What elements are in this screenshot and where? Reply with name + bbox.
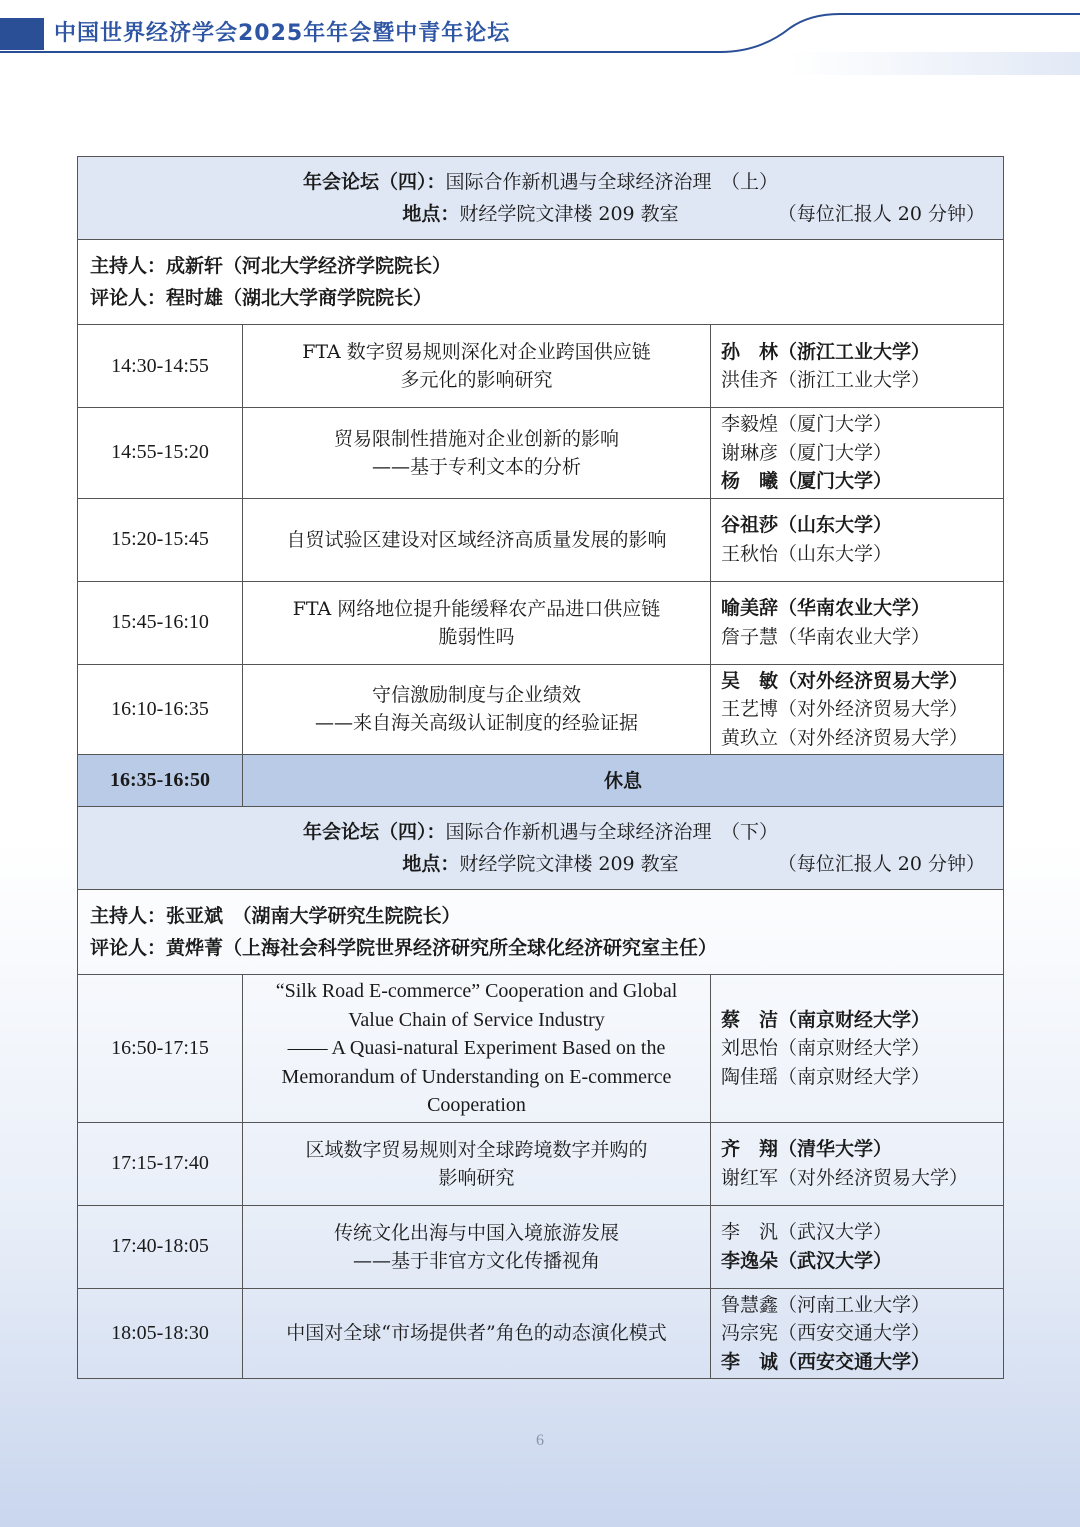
time-slot: 17:40-18:05 (78, 1205, 243, 1288)
time-slot: 17:15-17:40 (78, 1122, 243, 1205)
paper-title-line: Cooperation (427, 1094, 526, 1116)
session2-discussant: 评论人：黄烨菁（上海社会科学院世界经济研究所全球化经济研究室主任） (90, 937, 718, 959)
time-slot: 14:30-14:55 (78, 325, 243, 408)
paper-title-line: ——来自海关高级认证制度的经验证据 (314, 712, 638, 735)
session1-venue-line (90, 198, 991, 230)
paper-title-line: Value Chain of Service Industry (348, 1008, 605, 1031)
time-slot: 18:05-18:30 (78, 1288, 243, 1379)
table-row (78, 1288, 1004, 1379)
co-author: 鲁慧鑫（河南工业大学） (721, 1293, 931, 1316)
paper-title-line: 守信激励制度与企业绩效 (371, 684, 581, 707)
co-author: 王艺博（对外经济贸易大学） (721, 698, 969, 720)
authors (711, 975, 1004, 1123)
break-label: 休息 (243, 755, 1004, 807)
session2-host-row (78, 890, 1004, 975)
session1-venue: 财经学院文津楼 209 教室 (459, 203, 679, 225)
presenting-author: 谷祖莎（山东大学） (721, 514, 893, 536)
time-slot: 16:10-16:35 (78, 664, 243, 755)
session2-host: 主持人：张亚斌 （湖南大学研究生院院长） (90, 905, 461, 927)
schedule-table (77, 156, 1004, 1379)
table-row (78, 581, 1004, 664)
page-number: 6 (536, 1432, 544, 1449)
presenting-author: 蔡 洁（南京财经大学） (721, 1008, 931, 1031)
session2-venue: 财经学院文津楼 209 教室 (459, 853, 679, 875)
session2-host-cell (78, 890, 1004, 975)
co-author: 詹子慧（华南农业大学） (721, 625, 931, 648)
presenting-author: 喻美辞（华南农业大学） (721, 597, 931, 619)
session2-title-line (90, 816, 991, 848)
time-slot: 15:45-16:10 (78, 581, 243, 664)
banner-accent-bar (0, 18, 44, 50)
paper-title (243, 1205, 711, 1288)
co-author: 陶佳瑶（南京财经大学） (721, 1065, 931, 1088)
paper-title-line: 中国对全球“市场提供者”角色的动态演化模式 (286, 1322, 667, 1345)
table-row (78, 408, 1004, 499)
table-row (78, 975, 1004, 1123)
authors (711, 408, 1004, 499)
session1-discussant: 评论人：程时雄（湖北大学商学院院长） (90, 287, 433, 309)
authors (711, 581, 1004, 664)
session1-header (78, 157, 1004, 240)
co-author: 洪佳齐（浙江工业大学） (721, 369, 931, 391)
session2-venue-label: 地点： (402, 853, 460, 875)
session1-host: 主持人：成新轩（河北大学经济学院院长） (90, 255, 452, 277)
paper-title (243, 975, 711, 1123)
presenting-author: 李 诚（西安交通大学） (721, 1350, 931, 1373)
table-row (78, 1205, 1004, 1288)
authors (711, 1288, 1004, 1379)
paper-title-line: ——基于非官方文化传播视角 (352, 1249, 600, 1272)
paper-title (243, 1288, 711, 1379)
paper-title (243, 498, 711, 581)
session1-venue-label: 地点： (402, 203, 460, 225)
presenting-author: 李逸朵（武汉大学） (721, 1249, 893, 1272)
co-author: 谢红军（对外经济贸易大学） (721, 1166, 969, 1189)
table-row (78, 1122, 1004, 1205)
time-slot: 14:55-15:20 (78, 408, 243, 499)
co-author: 李毅煌（厦门大学） (721, 413, 893, 435)
session1-header-row (78, 157, 1004, 240)
session1-duration-note: （每位汇报人 20 分钟） (777, 203, 986, 225)
authors (711, 1205, 1004, 1288)
authors (711, 498, 1004, 581)
co-author: 谢琳彦（厦门大学） (721, 441, 893, 464)
session2-duration-note: （每位汇报人 20 分钟） (777, 853, 986, 875)
paper-title (243, 581, 711, 664)
presenting-author: 齐 翔（清华大学） (721, 1138, 893, 1160)
time-slot: 15:20-15:45 (78, 498, 243, 581)
paper-title (243, 325, 711, 408)
page-banner (0, 0, 1080, 80)
presenting-author: 孙 林（浙江工业大学） (721, 340, 931, 363)
table-row (78, 325, 1004, 408)
session1-theme: 国际合作新机遇与全球经济治理 （上） (445, 171, 779, 193)
authors (711, 325, 1004, 408)
paper-title-line: 自贸试验区建设对区域经济高质量发展的影响 (286, 528, 667, 551)
document-title: 中国世界经济学会2025年年会暨中青年论坛 (54, 21, 511, 46)
co-author: 李 汎（武汉大学） (721, 1221, 893, 1243)
session1-host-row (78, 240, 1004, 325)
paper-title-line: 脆弱性吗 (438, 625, 515, 648)
paper-title-line: —— A Quasi-natural Experiment Based on the (287, 1037, 666, 1059)
co-author: 冯宗宪（西安交通大学） (721, 1322, 931, 1344)
session2-venue-line (90, 848, 991, 880)
session2-header-row (78, 807, 1004, 890)
co-author: 刘思怡（南京财经大学） (721, 1037, 931, 1059)
session1-host-cell (78, 240, 1004, 325)
time-slot: 16:50-17:15 (78, 975, 243, 1123)
paper-title-line: 多元化的影响研究 (400, 369, 553, 391)
authors (711, 1122, 1004, 1205)
session1-title-line (90, 166, 991, 198)
session2-header (78, 807, 1004, 890)
paper-title (243, 1122, 711, 1205)
session2-title: 年会论坛（四）： (302, 821, 446, 843)
presenting-author: 吴 敏（对外经济贸易大学） (721, 669, 969, 692)
paper-title-line: FTA 数字贸易规则深化对企业跨国供应链 (302, 341, 651, 363)
paper-title (243, 408, 711, 499)
table-row (78, 664, 1004, 755)
table-row (78, 498, 1004, 581)
presenting-author: 杨 曦（厦门大学） (721, 470, 893, 492)
paper-title (243, 664, 711, 755)
paper-title-line: Memorandum of Understanding on E-commerce (281, 1065, 672, 1088)
paper-title-line: 传统文化出海与中国入境旅游发展 (333, 1221, 619, 1244)
paper-title-line: FTA 网络地位提升能缓释农产品进口供应链 (292, 597, 661, 620)
paper-title-line: 贸易限制性措施对企业创新的影响 (333, 427, 619, 450)
paper-title-line: ——基于专利文本的分析 (371, 455, 581, 478)
paper-title-line: “Silk Road E-commerce” Cooperation and Global (275, 980, 678, 1002)
break-row (78, 755, 1004, 807)
session1-title: 年会论坛（四）： (302, 171, 446, 193)
authors (711, 664, 1004, 755)
co-author: 黄玖立（对外经济贸易大学） (721, 726, 969, 749)
co-author: 王秋怡（山东大学） (721, 542, 893, 565)
paper-title-line: 影响研究 (438, 1166, 515, 1189)
session2-theme: 国际合作新机遇与全球经济治理 （下） (445, 821, 779, 843)
break-time: 16:35-16:50 (78, 755, 243, 807)
paper-title-line: 区域数字贸易规则对全球跨境数字并购的 (305, 1138, 648, 1161)
